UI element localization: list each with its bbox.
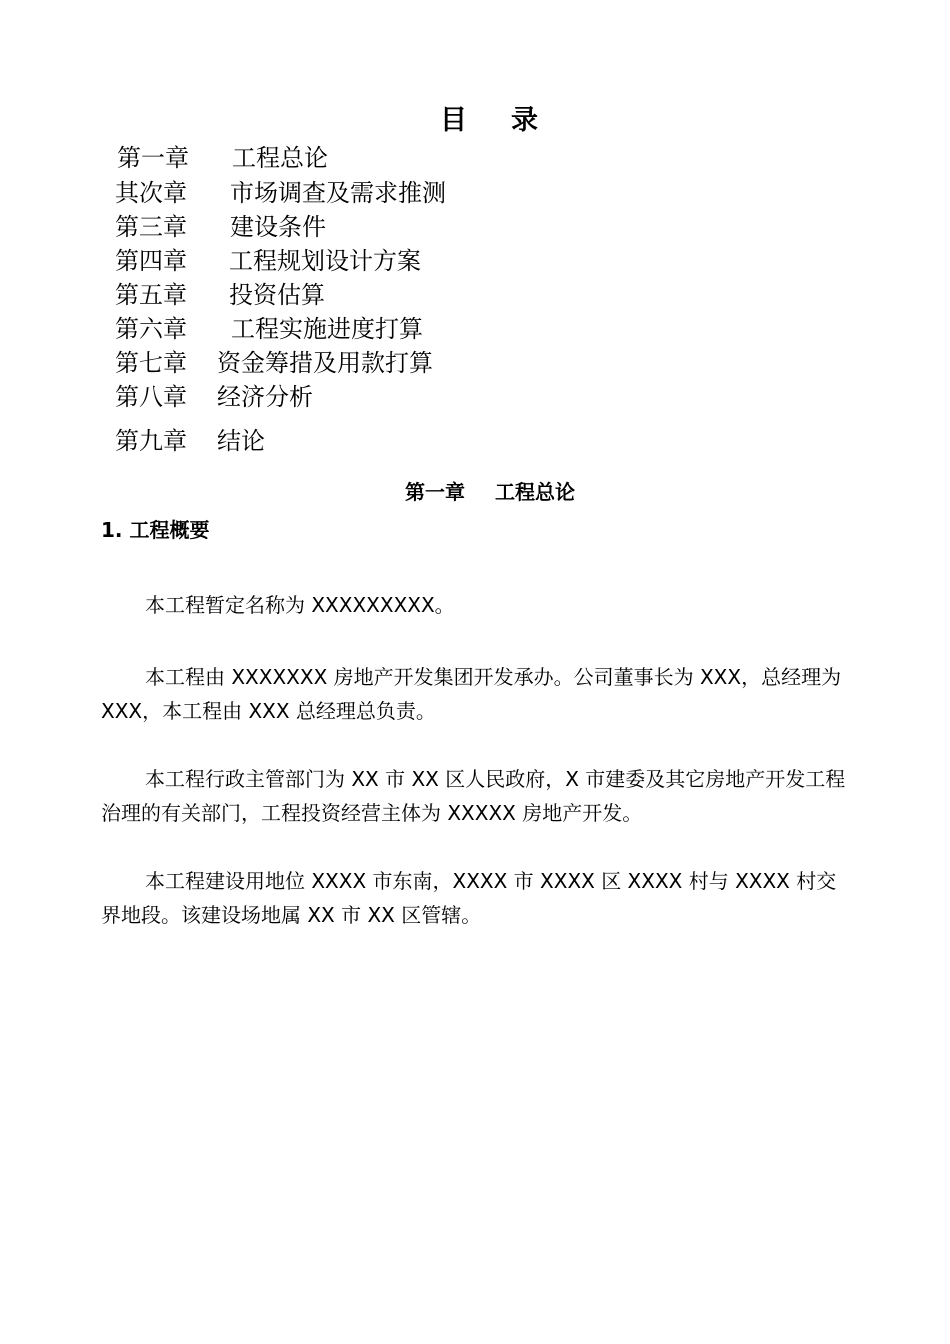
toc-item-number: 第四章 (115, 247, 187, 275)
toc-title (0, 98, 950, 137)
toc-item-number: 第六章 (115, 315, 187, 343)
toc-item-name: 建设条件 (230, 213, 326, 241)
chapter-heading (0, 476, 950, 505)
toc-item-name: 工程实施进度打算 (231, 315, 423, 343)
toc-item-name: 结论 (217, 427, 265, 455)
toc-item-name: 经济分析 (217, 383, 313, 411)
paragraph (101, 588, 851, 622)
paragraph (101, 660, 851, 728)
toc-item-number: 第一章 (117, 144, 189, 172)
toc-item-name: 资金筹措及用款打算 (217, 349, 433, 377)
paragraph-text: 本工程建设用地位 XXXX 市东南，XXXX 市 XXXX 区 XXXX 村与 XXXX 村交界地段。该建设场地属 XX 市 XX 区管辖。 (101, 869, 837, 927)
paragraph-text: 本工程暂定名称为 XXXXXXXXX。 (145, 593, 455, 617)
toc-item-name: 市场调查及需求推测 (230, 179, 446, 207)
toc-item-number: 第八章 (115, 383, 187, 411)
toc-title-right: 录 (511, 105, 540, 136)
paragraph-text: 本工程行政主管部门为 XX 市 XX 区人民政府，X 市建委及其它房地产开发工程治理的有关部门，工程投资经营主体为 XXXXX 房地产开发。 (101, 767, 846, 825)
section-heading: 1. 工程概要 (101, 518, 210, 542)
paragraph-text: 本工程由 XXXXXXX 房地产开发集团开发承办。公司董事长为 XXX，总经理为 XXX，本工程由 XXX 总经理总负责。 (101, 665, 842, 723)
chapter-name: 工程总论 (495, 480, 575, 504)
toc-item-number: 第七章 (115, 349, 187, 377)
chapter-number: 第一章 (405, 480, 465, 504)
paragraph (101, 762, 851, 830)
toc-item-number: 第三章 (115, 213, 187, 241)
toc-title-left: 目 (440, 105, 469, 136)
toc-item-name: 工程规划设计方案 (229, 247, 421, 275)
toc-item-number: 第九章 (115, 427, 187, 455)
toc-item-name: 投资估算 (229, 281, 325, 309)
paragraph (101, 864, 851, 932)
toc-item-name: 工程总论 (232, 144, 328, 172)
toc-item-number: 其次章 (115, 179, 187, 207)
toc-item-number: 第五章 (115, 281, 187, 309)
